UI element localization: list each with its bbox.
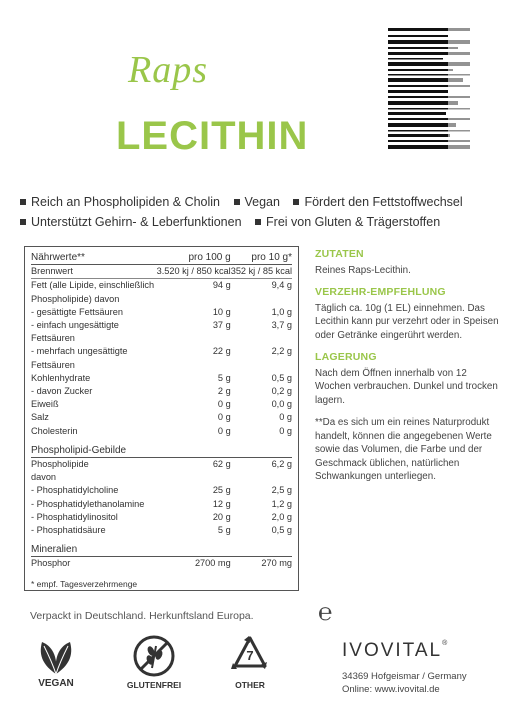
section-title: Mineralien: [31, 537, 292, 557]
row-label: - Phosphatidylcholine: [31, 485, 119, 496]
table-row: [31, 471, 292, 484]
row-col2: 1,2 g: [271, 498, 292, 509]
row-col1: 20 g: [212, 511, 231, 522]
row-col2: 0,2 g: [271, 386, 292, 397]
brennwert-col2: 352 kj / 85 kcal: [231, 265, 292, 279]
row-col1: 12 g: [212, 498, 231, 509]
row-col2: 270 mg: [261, 558, 292, 569]
table-row: [31, 306, 292, 319]
nutrition-header-row: [31, 251, 292, 265]
row-label: - mehrfach ungesättigte Fettsäuren: [31, 346, 128, 370]
table-row: [31, 372, 292, 385]
row-label: Kohlenhydrate: [31, 372, 91, 383]
glutenfree-label: GLUTENFREI: [126, 680, 182, 690]
product-title-script: Raps: [128, 49, 208, 91]
lagerung-heading: LAGERUNG: [315, 351, 377, 363]
bullet-text: Unterstützt Gehirn- & Leberfunktionen: [31, 215, 242, 229]
row-label: Eiweiß: [31, 399, 59, 410]
bullet-row-1: [20, 192, 500, 212]
row-label: Cholesterin: [31, 425, 78, 436]
note-text: **Da es sich um ein reines Naturprodukt handelt, können die angegebenen Werte sowie das Volumen, die Farbe und der Geschmack üblichen, natürlichen Schwankungen unterliegen.: [315, 417, 492, 482]
row-col2: 0 g: [279, 425, 292, 436]
row-col2: [231, 471, 292, 484]
row-label: davon: [31, 472, 57, 483]
bullet-row-2: [20, 212, 500, 232]
feature-bullets: [20, 192, 500, 232]
row-label: Salz: [31, 412, 49, 423]
bullet-icon: [293, 199, 299, 205]
nutrition-table: [24, 246, 299, 591]
row-label: Phospholipide: [31, 459, 89, 470]
product-title-main: LECITHIN: [116, 114, 309, 158]
row-col1: 22 g: [212, 346, 231, 357]
row-col2: 0,5 g: [271, 372, 292, 383]
bullet-icon: [20, 219, 26, 225]
brand-logo: [342, 640, 447, 662]
table-row: [31, 458, 292, 472]
row-label: Phosphor: [31, 558, 71, 569]
vegan-label: VEGAN: [38, 678, 74, 689]
row-col2: 0,0 g: [271, 399, 292, 410]
table-row: [31, 425, 292, 438]
row-col1: 10 g: [212, 306, 231, 317]
bullet-icon: [20, 199, 26, 205]
row-label: - Phosphatidylinositol: [31, 511, 118, 522]
address: [342, 670, 467, 696]
footnote: * empf. Tagesverzehrmenge: [31, 578, 138, 589]
row-col1: 0 g: [217, 425, 231, 436]
recycle-badge: [218, 632, 282, 690]
row-col1: 5 g: [217, 372, 231, 383]
zutaten-text: Reines Raps-Lecithin.: [315, 264, 411, 276]
brennwert-col1: 3.520 kj / 850 kcal: [157, 265, 231, 279]
row-col2: 2,0 g: [271, 511, 292, 522]
table-row: [31, 557, 292, 571]
row-col2: 2,5 g: [271, 485, 292, 496]
packed-in-text: Verpackt in Deutschland. Herkunftsland Europa.: [30, 610, 254, 622]
recycle-label: OTHER: [235, 680, 265, 690]
table-row: [31, 498, 292, 511]
bullet-icon: [255, 219, 261, 225]
verzehr-heading: VERZEHR-EMPFEHLUNG: [315, 286, 446, 298]
bullet-text: Fördert den Fettstoffwechsel: [304, 195, 463, 209]
leaves-icon: [34, 636, 78, 676]
row-label: - Phosphatidylethanolamine: [31, 498, 145, 509]
phospholipid-section-header: [31, 438, 292, 458]
address-line-2: Online: www.ivovital.de: [342, 684, 440, 695]
nutrition-header-label: Nährwerte**: [31, 251, 157, 265]
table-row: [31, 319, 292, 345]
e-mark-icon: ℮: [318, 600, 333, 626]
row-col2: 3,7 g: [271, 320, 292, 331]
side-info: [315, 248, 500, 493]
table-row: [31, 411, 292, 424]
zutaten-heading: ZUTATEN: [315, 248, 364, 260]
row-col1: 2700 mg: [194, 558, 231, 569]
row-col1: 5 g: [217, 525, 231, 536]
bullet-text: Reich an Phospholipiden & Cholin: [31, 195, 221, 209]
table-row: [31, 279, 292, 306]
bullet-icon: [234, 199, 240, 205]
row-col2: 2,2 g: [271, 346, 292, 357]
table-row: [31, 484, 292, 497]
row-col1: 62 g: [212, 459, 231, 470]
barcode-icon: [388, 28, 470, 150]
gluten-free-icon: [132, 634, 176, 678]
row-col1: 25 g: [212, 485, 231, 496]
brand-registered: ®: [442, 640, 448, 647]
row-col1: 37 g: [212, 320, 231, 331]
bullet-text: Vegan: [244, 195, 280, 209]
row-col2: 6,2 g: [271, 459, 292, 470]
bullet-text: Frei von Gluten & Trägerstoffen: [266, 215, 441, 229]
nutrition-header-col2: pro 10 g*: [231, 251, 292, 265]
brennwert-label: Brennwert: [31, 265, 157, 279]
row-col1: 2 g: [217, 386, 231, 397]
row-col2: 1,0 g: [271, 306, 292, 317]
row-label: - gesättigte Fettsäuren: [31, 306, 123, 317]
row-col1: 94 g: [212, 280, 231, 291]
lagerung-text: Nach dem Öffnen innerhalb von 12 Wochen verbrauchen. Dunkel und trocken lagern.: [315, 367, 498, 406]
row-col2: 9,4 g: [271, 280, 292, 291]
row-label: - davon Zucker: [31, 386, 93, 397]
row-col2: 0,5 g: [271, 525, 292, 536]
mineral-section-header: [31, 537, 292, 557]
row-col1: 0 g: [217, 399, 231, 410]
table-row: [31, 511, 292, 524]
verzehr-text: Täglich ca. 10g (1 EL) einnehmen. Das Lecithin kann pur verzehrt oder in Speisen oder Getränke eingerührt werden.: [315, 302, 499, 341]
table-row: [31, 398, 292, 411]
recycle-7-icon: [227, 632, 273, 678]
table-row: [31, 524, 292, 537]
row-label: - Phosphatidsäure: [31, 525, 106, 536]
nutrition-header-col1: pro 100 g: [157, 251, 231, 265]
row-label: - einfach ungesättigte Fettsäuren: [31, 320, 119, 344]
recycle-number: 7: [246, 648, 254, 663]
vegan-badge: [28, 636, 84, 689]
row-label: Fett (alle Lipide, einschließlich Phospholipide) davon: [31, 280, 155, 304]
section-title: Phospholipid-Gebilde: [31, 438, 292, 458]
table-row: [31, 385, 292, 398]
brand-name: IVOVITAL: [342, 640, 443, 661]
table-row: [31, 345, 292, 371]
address-line-1: 34369 Hofgeismar / Germany: [342, 671, 467, 682]
brennwert-row: [31, 265, 292, 279]
row-col2: 0 g: [279, 412, 292, 423]
row-col1: 0 g: [217, 412, 231, 423]
glutenfree-badge: [118, 634, 190, 690]
row-col1: [157, 471, 231, 484]
